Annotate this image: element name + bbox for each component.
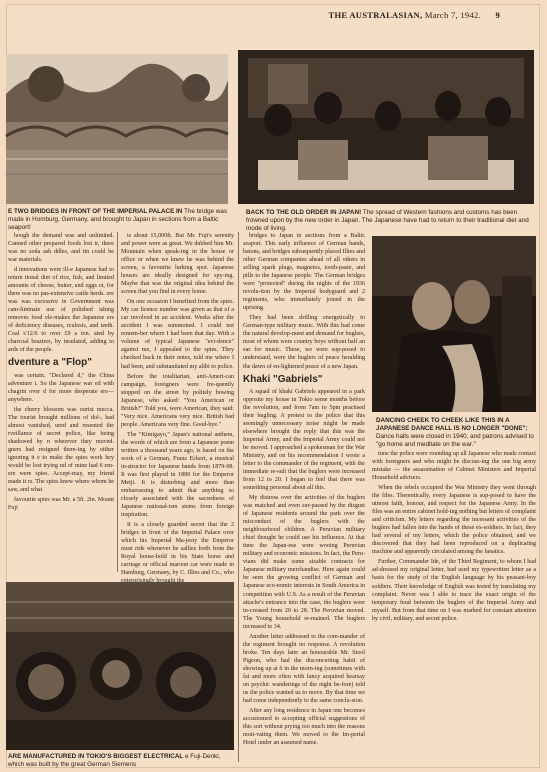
article-column-3 — [243, 232, 365, 764]
factory-caption-title: ARE MANUFACTURED IN TOKIO'S BIGGEST ELECTRICAL — [8, 753, 184, 760]
factory-photo — [6, 582, 234, 750]
publication-name: THE AUSTRALASIAN, — [328, 10, 423, 20]
paragraph: hough the demand was and unlimited. Canned other prepared foods lost ir, there was no soda ash ddles, and tin could be war materials. — [8, 233, 114, 264]
paragraph: They had been drilling energetically to German-type military music. With this had come the natural develop-ment and demand for buglers, most of whom were country boys without half an ear for music. These, we were sup-posed to understand, were the buglers of peace heralding the dawn of en-lightened peace of a new Japan. — [243, 315, 365, 370]
paragraph: is about 15,000ft. But Mr. Fuji's serenity and power were as great. We dubbed him Mr. Mountain when speak-ing in the house or office or when we knew he was behind the screen, a favourite lurking spot. Japanese houses are ideally designed for spy-ing. Maybe that was the original idea behind the screen that you find in every home. — [121, 233, 234, 296]
section-heading: Khaki "Gabriels" — [243, 373, 323, 385]
factory-caption — [8, 753, 238, 769]
old-order-photo — [238, 50, 534, 204]
dance-hall-caption-body: Dance halls were closed in 1940, and patrons advised to "go home and meditate on the war." — [376, 432, 534, 448]
section-heading: dventure a "Flop" — [8, 357, 92, 369]
page-number: 9 — [495, 10, 500, 20]
paragraph: It is a closely guarded secret that the 2 bridges in front of the Imperial Palace over which his Imperial Ma-jesty the Emperor must ride whenever he sallies forth from the Royal house-hold in his State horse and carriage or official maroon car were made in Hamburg, Germany, by C. Illies and Co., who — [121, 522, 234, 577]
dance-hall-photo — [372, 236, 536, 412]
issue-date: March 7, 1942. — [424, 10, 481, 20]
paragraph: On one occasion I benefited from the spies. My car licence number was given as that of a car involved in an accident. Weeks after the accident I was summoned. I could not remem-ber where I had been that day. With a volume of typical Japanese "evi-dence" against me, I appealed to the spies. They checked back in their notes, told me where I had been, and substantiated my alibi to police. — [121, 299, 234, 370]
factory-caption-body: e Fuji-Denki, which was built by the great German Siemens — [8, 753, 221, 768]
page-header — [329, 10, 500, 20]
article-column-4 — [372, 450, 536, 764]
old-order-caption-body: The spread of Western fashions and customs has been frowned upon by the new order in Japan. The Japanese have had to return to their traditional diet and mode of living. — [246, 209, 529, 232]
paragraph: bridges to Japan in sections from a Baltic seaport. This early influence of German bands, batons, and bridges subsequently placed Illies and other German companies ahead of all others in selling spark plugs, magnetos, tooth-paste, and pills to the Japanese people. The German bridges were "protected" during the nights of the 1936 revolu-tion by the Imperial bodyguard and 2 regiments, who immediately joined in the uprising. — [243, 233, 366, 312]
paragraph: favourite spies was Mr. a 5ft. 2in. Mount Fuji — [8, 497, 114, 512]
paragraph: d innovations were ill-e Japanese had to return tional diet of rice, fish, and limited amounts of cheese, butter, and eggs ot, for there was no pas-extensive cattle herds. ere was was excessive in Government was cam-liminate use of polished ishing removes food ele-makes the Japanese ers of deficiency diseases, rculosis, and teeth. Coal i/12/6 to over £9 a ton. ated by charcoal braziers, by insulated, adding to ards of the people. — [8, 267, 114, 354]
paragraph: A squad of khaki Gabriels appeared in a park opposite my house in Tokio some months before the revolution, and from 7am to 5pm practised their bugling. A protest to the police that this seemingly unnecessary noise might be made elsewhere brought the reply that this was the Imperial Army, and the Imperial Army could not be moved. I approached a spokesman for the War Ministry, and on his recommendation I wrote a letter to the commander of the regiment, with the immediate re-sult that the buglers were increased from 12 to 20. I began to feel that there was something personal about all this. — [243, 388, 365, 492]
paragraph: Another letter addressed to the com-mander of the regiment brought no response. A revolution broke. Ten days later an honourable Mr. Stool Pigeon, who had the disconcerting habit of showing up at 6 in the morn-ing (sometimes with fat and more often with fancy acquired hearsay on psychic wanderings of the night be-fore) told us the police wanted us to move. By that time we had come independently to the same conclu-sion. — [243, 633, 365, 704]
bridge-caption-body: The bridge was made in Homburg, Germany, and brought to Japan in sections from a Baltic seaport! — [8, 208, 228, 231]
article-column-1 — [8, 232, 114, 560]
article-column-2 — [121, 232, 234, 578]
dance-hall-caption — [376, 417, 536, 448]
column-divider — [238, 232, 239, 762]
paragraph: was certain. "Declared d," the China adventure t. So the Japanese war ed with chagrin over d for more desperate ere—anywhere. — [8, 372, 114, 403]
column-divider — [117, 232, 118, 572]
dance-hall-caption-title: DANCING CHEEK TO CHEEK LIKE THIS IN A JAPANESE DANCE HALL IS NO LONGER "DONE": — [376, 417, 528, 432]
paragraph: When the rebels occupied the War Ministry they went through the files. Theoretically, every Japanese is sup-posed to have the utmost faith, honour, and respect for the Japanese Army. In the files was an entire cabinet hold-ing nothing but letters of complaint and criticism. My letters regarding the incessant activities of the buglers had fallen into the hands of these ex-soldiers. In fact, they had several of my letters, which the police obtained, and we discovered that they had been reproduced on a duplicating machine and apparently circulated among the fanatics. — [372, 485, 536, 556]
old-order-caption-title: BACK TO THE OLD ORDER IN JAPAN! — [246, 209, 362, 216]
bridge-caption — [8, 208, 230, 232]
bridge-caption-title: E TWO BRIDGES IN FRONT OF THE IMPERIAL PALACE IN — [8, 208, 183, 215]
bridge-photo — [6, 54, 228, 204]
paragraph: Further, Commander Ide, of the Third Regiment, to whom I had ad-dressed my original letter, had used my typewritten letter as a basis for the study of the English language by his peasant-boy soldiers. Their knowledge of English was tested by translating my complaint. Never was I able to trace the exact origin of the temporary feud between the buglers of the Imperial Army and myself. But from that time on I was marked for constant attention by civil, military, and secret police. — [372, 559, 536, 622]
paragraph: time the police were rounding up all Japanese who made contact with foreigners and who might be discuss-ing the one big army mistake — the assassination of Cabinet Ministers and Imperial Household advisers. — [372, 451, 536, 482]
paragraph: After any long residence in Japan one becomes accustomed to accepting official suggestions of this sort without prying too much into the reasons moti-vating them. We moved to the Im-perial Hotel under an assumed name. — [243, 707, 365, 747]
paragraph: The "Kimigayo," Japan's national anthem, the words of which are from a Japanese poem written a thousand years ago, is based on the work of a German, Franz Eckert, a musical in-structor for Japanese bands from 1879-98. It was first played in 1880 for the Emperor Meiji. It is disturbing and more than embarrassing to admit that anything so closely associated with the sacredness of Japanese national-ism stems from foreign inspiration. — [121, 431, 234, 519]
old-order-caption — [246, 209, 536, 233]
paragraph: the cherry blossom was ourist mecca. The tourist brought millions of dol-, had almost vanished, ured and resented the rveillance of secret police, like being shadowed by n wherever they moved. gners had resigned them-ing by either ignoring it e to make the spies work hey would be lost trying nd of mine had 6 em-ere were spies. Accept-may, my friend made it rs. The spies knew where whom he saw, and what — [8, 406, 114, 494]
newspaper-page — [6, 4, 540, 768]
paragraph: Before the totalitarian, anti-Ameri-can campaign, foreigners were fre-quently stopped on the street by politely bowing Japanese, who asked: "You American or British?" Told you, were American, they said: "Very nice. Americans very nice. British bad people. Americans very fine. Good-bye." — [121, 373, 234, 428]
paragraph: My distress over the activities of the buglers was matched and even sur-passed by the disgust of Japanese residents around the park over the misconduct of the buglers with the neighbourhood children. A Peruvian military chief thought he could use his influence. At that time the Japan-ese were wooing Peruvian military and economic missions. In fact, the Peru-vians did make some sizable contracts for Japanese military merchandise. Here again could be seen the growing conflict of German and Japanese eco-nomic interests in South America in competition with U.S. As a result of the Peruvian attache's entrance into the case, the buglers were in-creased from 20 to 28. The Peruvian moved. The Young household re-mained. The buglers increased to 34. — [243, 495, 365, 630]
